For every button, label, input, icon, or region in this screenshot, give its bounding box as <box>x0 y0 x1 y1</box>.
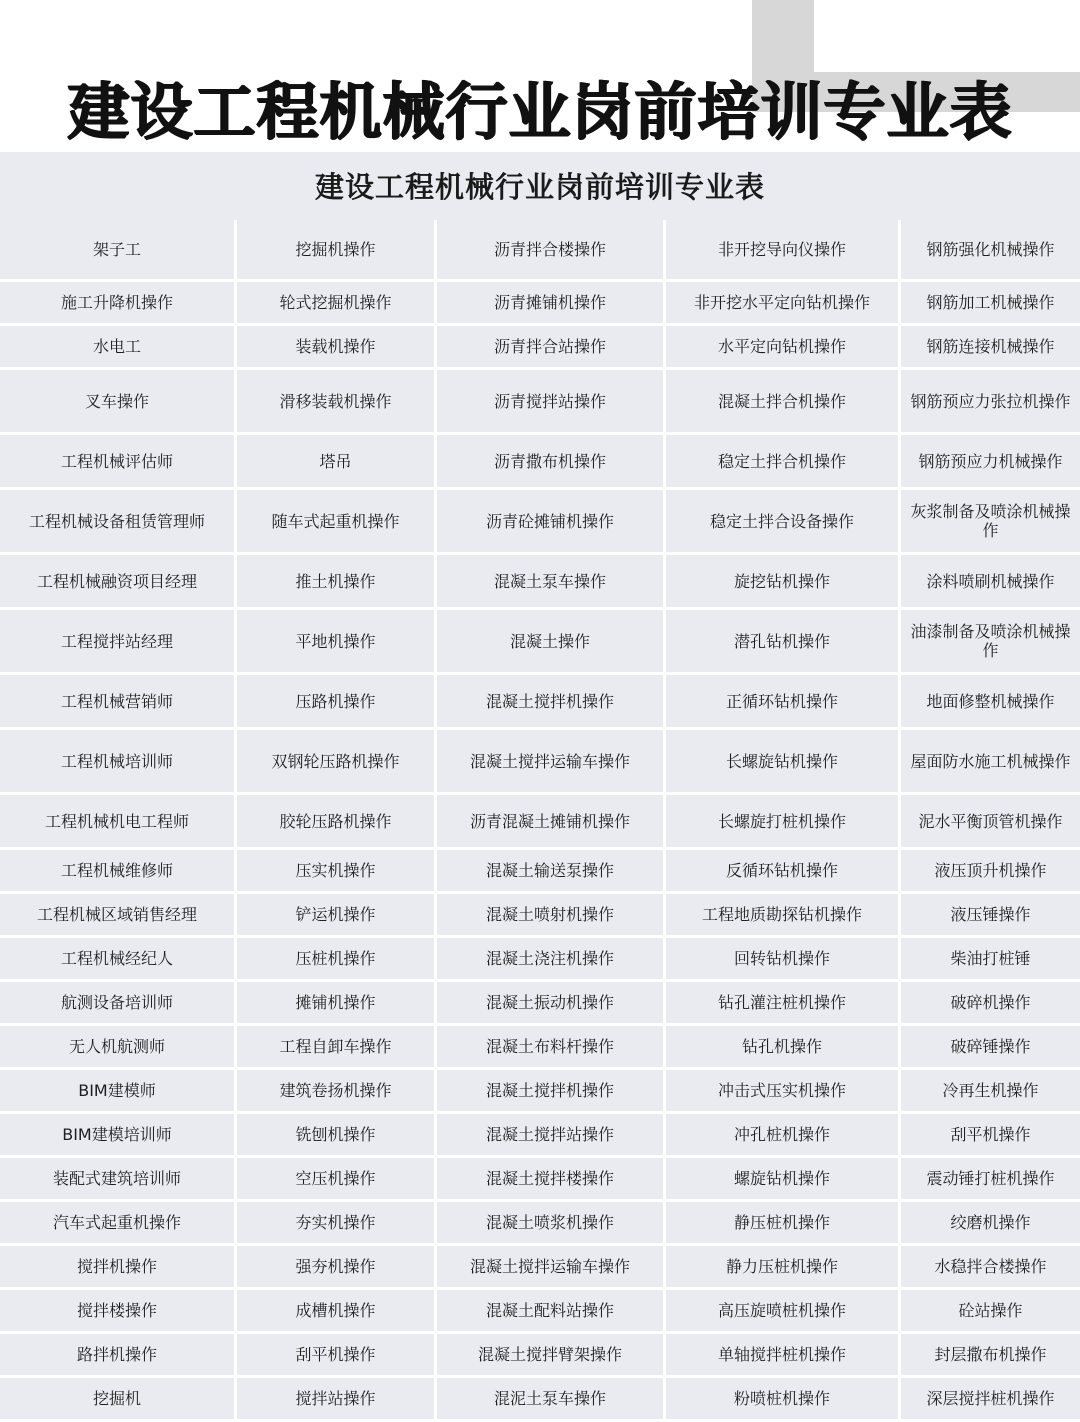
table-cell: 冲孔桩机操作 <box>666 1114 901 1158</box>
table-cell: 混泥土泵车操作 <box>437 1378 666 1422</box>
table-row <box>0 1114 1080 1158</box>
table-row <box>0 1070 1080 1114</box>
table-cell: 旋挖钻机操作 <box>666 555 901 610</box>
table-cell: 灰浆制备及喷涂机械操作 <box>901 490 1080 555</box>
table-cell: 回转钻机操作 <box>666 938 901 982</box>
table-row <box>0 555 1080 610</box>
training-table <box>0 220 1080 1422</box>
table-cell: 施工升降机操作 <box>0 282 237 326</box>
table-cell: 地面修整机械操作 <box>901 675 1080 730</box>
table-title: 建设工程机械行业岗前培训专业表 <box>314 170 765 204</box>
table-row <box>0 370 1080 435</box>
table-cell: 搅拌机操作 <box>0 1246 237 1290</box>
table-cell: 铲运机操作 <box>237 894 437 938</box>
table-cell: 摊铺机操作 <box>237 982 437 1026</box>
table-row <box>0 850 1080 894</box>
table-cell: BIM建模师 <box>0 1070 237 1114</box>
table-cell: 滑移装载机操作 <box>237 370 437 435</box>
table-cell: 沥青撒布机操作 <box>437 435 666 490</box>
table-cell: 混凝土搅拌机操作 <box>437 675 666 730</box>
table-cell: 沥青拌合站操作 <box>437 326 666 370</box>
table-cell: 汽车式起重机操作 <box>0 1202 237 1246</box>
table-cell: 轮式挖掘机操作 <box>237 282 437 326</box>
table-cell: 铣刨机操作 <box>237 1114 437 1158</box>
table-cell: 水电工 <box>0 326 237 370</box>
table-cell: 工程机械融资项目经理 <box>0 555 237 610</box>
table-cell: 工程机械设备租赁管理师 <box>0 490 237 555</box>
table-cell: 钢筋预应力机械操作 <box>901 435 1080 490</box>
table-cell: 正循环钻机操作 <box>666 675 901 730</box>
table-cell: 沥青搅拌站操作 <box>437 370 666 435</box>
table-cell: 搅拌楼操作 <box>0 1290 237 1334</box>
table-cell: 随车式起重机操作 <box>237 490 437 555</box>
table-row <box>0 490 1080 555</box>
table-cell: 叉车操作 <box>0 370 237 435</box>
table-cell: 混凝土振动机操作 <box>437 982 666 1026</box>
table-cell: 长螺旋钻机操作 <box>666 730 901 795</box>
table-cell: 单轴搅拌桩机操作 <box>666 1334 901 1378</box>
table-cell: 工程机械培训师 <box>0 730 237 795</box>
table-cell: 混凝土喷射机操作 <box>437 894 666 938</box>
table-cell: 泥水平衡顶管机操作 <box>901 795 1080 850</box>
table-cell: 压路机操作 <box>237 675 437 730</box>
table-cell: 长螺旋打桩机操作 <box>666 795 901 850</box>
table-cell: 架子工 <box>0 220 237 282</box>
table-cell: 成槽机操作 <box>237 1290 437 1334</box>
table-cell: 深层搅拌桩机操作 <box>901 1378 1080 1422</box>
table-cell: 胶轮压路机操作 <box>237 795 437 850</box>
table-cell: 建筑卷扬机操作 <box>237 1070 437 1114</box>
table-row <box>0 1378 1080 1422</box>
table-cell: 混凝土搅拌机操作 <box>437 1070 666 1114</box>
table-cell: 混凝土操作 <box>437 610 666 675</box>
table-cell: 刮平机操作 <box>901 1114 1080 1158</box>
table-row <box>0 1246 1080 1290</box>
table-cell: 涂料喷刷机械操作 <box>901 555 1080 610</box>
table-cell: 液压顶升机操作 <box>901 850 1080 894</box>
table-cell: 航测设备培训师 <box>0 982 237 1026</box>
table-cell: 钢筋连接机械操作 <box>901 326 1080 370</box>
table-cell: 双钢轮压路机操作 <box>237 730 437 795</box>
table-cell: 空压机操作 <box>237 1158 437 1202</box>
table-cell: 压实机操作 <box>237 850 437 894</box>
table-row <box>0 982 1080 1026</box>
table-cell: 水稳拌合楼操作 <box>901 1246 1080 1290</box>
table-cell: 夯实机操作 <box>237 1202 437 1246</box>
table-cell: 装载机操作 <box>237 326 437 370</box>
table-row <box>0 1334 1080 1378</box>
table-cell: 沥青拌合楼操作 <box>437 220 666 282</box>
table-cell: 混凝土喷浆机操作 <box>437 1202 666 1246</box>
table-cell: BIM建模培训师 <box>0 1114 237 1158</box>
table-cell: 液压锤操作 <box>901 894 1080 938</box>
table-cell: 工程机械维修师 <box>0 850 237 894</box>
table-cell: 沥青砼摊铺机操作 <box>437 490 666 555</box>
table-cell: 刮平机操作 <box>237 1334 437 1378</box>
table-cell: 装配式建筑培训师 <box>0 1158 237 1202</box>
table-cell: 钢筋加工机械操作 <box>901 282 1080 326</box>
table-cell: 沥青摊铺机操作 <box>437 282 666 326</box>
table-cell: 工程机械经纪人 <box>0 938 237 982</box>
table-cell: 震动锤打桩机操作 <box>901 1158 1080 1202</box>
table-cell: 挖掘机 <box>0 1378 237 1422</box>
table-cell: 工程机械机电工程师 <box>0 795 237 850</box>
table-cell: 推土机操作 <box>237 555 437 610</box>
table-cell: 塔吊 <box>237 435 437 490</box>
table-cell: 静压桩机操作 <box>666 1202 901 1246</box>
table-cell: 挖掘机操作 <box>237 220 437 282</box>
table-cell: 封层撒布机操作 <box>901 1334 1080 1378</box>
table-cell: 破碎锤操作 <box>901 1026 1080 1070</box>
table-cell: 冲击式压实机操作 <box>666 1070 901 1114</box>
table-cell: 搅拌站操作 <box>237 1378 437 1422</box>
table-cell: 工程机械评估师 <box>0 435 237 490</box>
table-cell: 混凝土输送泵操作 <box>437 850 666 894</box>
table-cell: 非开挖水平定向钻机操作 <box>666 282 901 326</box>
table-cell: 钢筋预应力张拉机操作 <box>901 370 1080 435</box>
table-cell: 混凝土搅拌运输车操作 <box>437 1246 666 1290</box>
table-cell: 混凝土搅拌站操作 <box>437 1114 666 1158</box>
table-row <box>0 610 1080 675</box>
table-cell: 水平定向钻机操作 <box>666 326 901 370</box>
table-cell: 混凝土布料杆操作 <box>437 1026 666 1070</box>
table-cell: 混凝土泵车操作 <box>437 555 666 610</box>
table-cell: 工程机械营销师 <box>0 675 237 730</box>
table-row <box>0 1158 1080 1202</box>
table-cell: 钻孔机操作 <box>666 1026 901 1070</box>
table-cell: 砼站操作 <box>901 1290 1080 1334</box>
table-cell: 钢筋强化机械操作 <box>901 220 1080 282</box>
table-cell: 混凝土配料站操作 <box>437 1290 666 1334</box>
table-row <box>0 282 1080 326</box>
table-cell: 屋面防水施工机械操作 <box>901 730 1080 795</box>
table-row <box>0 675 1080 730</box>
table-row <box>0 326 1080 370</box>
table-row <box>0 730 1080 795</box>
table-cell: 油漆制备及喷涂机械操作 <box>901 610 1080 675</box>
table-cell: 柴油打桩锤 <box>901 938 1080 982</box>
table-cell: 钻孔灌注桩机操作 <box>666 982 901 1026</box>
table-row <box>0 220 1080 282</box>
table-row <box>0 795 1080 850</box>
table-cell: 稳定土拌合机操作 <box>666 435 901 490</box>
table-row <box>0 1202 1080 1246</box>
table-cell: 高压旋喷桩机操作 <box>666 1290 901 1334</box>
table-cell: 混凝土搅拌臂架操作 <box>437 1334 666 1378</box>
table-cell: 工程地质勘探钻机操作 <box>666 894 901 938</box>
table-cell: 混凝土拌合机操作 <box>666 370 901 435</box>
table-cell: 粉喷桩机操作 <box>666 1378 901 1422</box>
table-cell: 冷再生机操作 <box>901 1070 1080 1114</box>
table-cell: 破碎机操作 <box>901 982 1080 1026</box>
page-title: 建设工程机械行业岗前培训专业表 <box>67 75 1013 148</box>
table-cell: 压桩机操作 <box>237 938 437 982</box>
table-cell: 工程机械区域销售经理 <box>0 894 237 938</box>
table-cell: 非开挖导向仪操作 <box>666 220 901 282</box>
table-row <box>0 1026 1080 1070</box>
table-row <box>0 435 1080 490</box>
table-cell: 螺旋钻机操作 <box>666 1158 901 1202</box>
table-row <box>0 894 1080 938</box>
table-row <box>0 1290 1080 1334</box>
table-cell: 强夯机操作 <box>237 1246 437 1290</box>
table-cell: 路拌机操作 <box>0 1334 237 1378</box>
table-cell: 工程搅拌站经理 <box>0 610 237 675</box>
table-cell: 潜孔钻机操作 <box>666 610 901 675</box>
table-row <box>0 938 1080 982</box>
table-cell: 无人机航测师 <box>0 1026 237 1070</box>
table-cell: 混凝土浇注机操作 <box>437 938 666 982</box>
table-cell: 反循环钻机操作 <box>666 850 901 894</box>
table-cell: 静力压桩机操作 <box>666 1246 901 1290</box>
table-cell: 绞磨机操作 <box>901 1202 1080 1246</box>
table-cell: 稳定土拌合设备操作 <box>666 490 901 555</box>
table-cell: 平地机操作 <box>237 610 437 675</box>
table-cell: 混凝土搅拌运输车操作 <box>437 730 666 795</box>
table-cell: 工程自卸车操作 <box>237 1026 437 1070</box>
table-cell: 沥青混凝土摊铺机操作 <box>437 795 666 850</box>
table-cell: 混凝土搅拌楼操作 <box>437 1158 666 1202</box>
